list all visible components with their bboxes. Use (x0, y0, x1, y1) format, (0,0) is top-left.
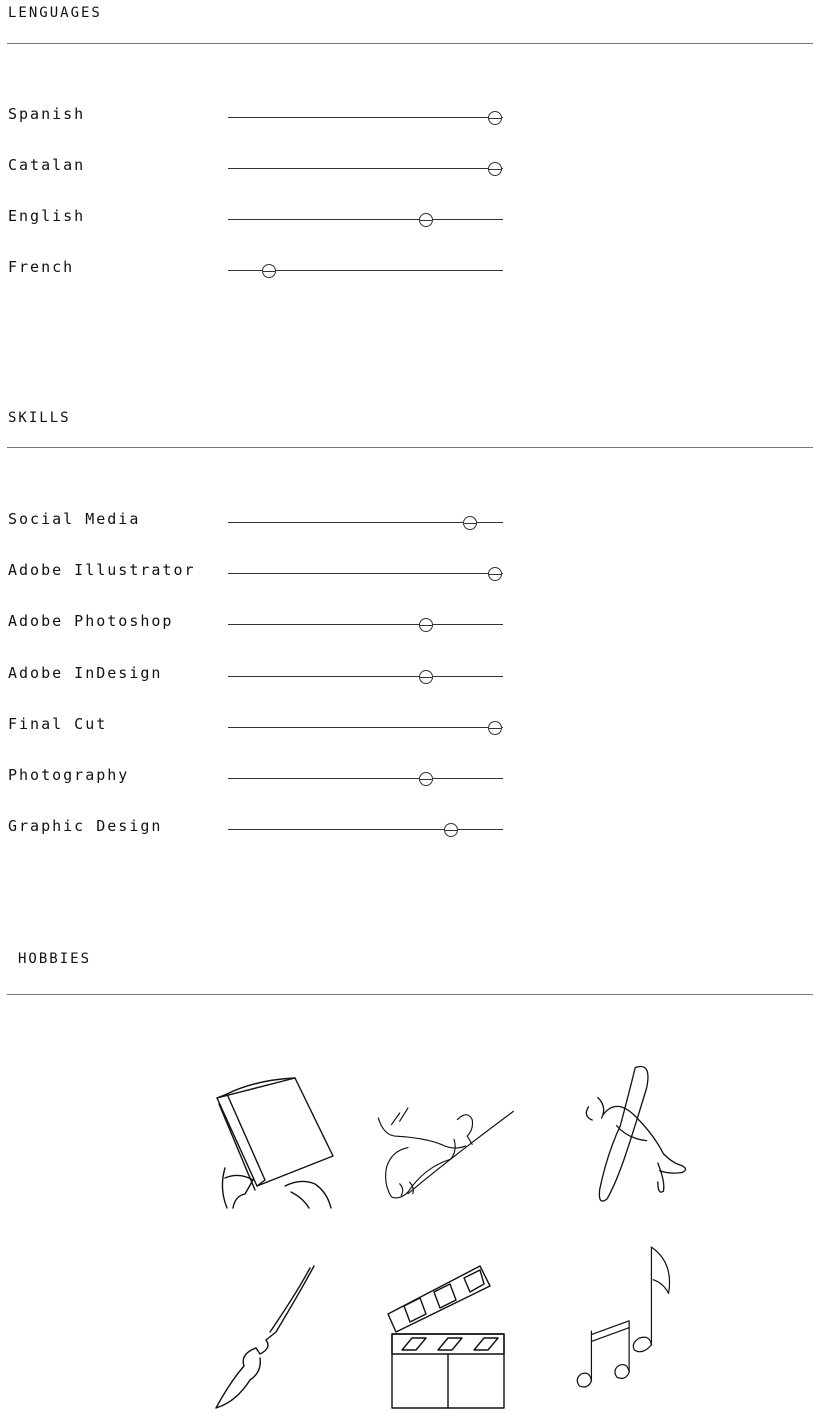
skills-level-slider[interactable] (228, 727, 503, 728)
languages-level-slider[interactable] (228, 270, 503, 271)
skills-label: Social Media (8, 510, 141, 528)
music-notes-icon (560, 1242, 700, 1392)
slider-knob[interactable] (419, 618, 433, 632)
skills-row (0, 612, 820, 642)
slider-knob[interactable] (463, 516, 477, 530)
skills-label: Final Cut (8, 714, 108, 733)
languages-label: Spanish (8, 105, 86, 123)
skills-label: Adobe InDesign (8, 663, 163, 682)
skills-level-slider[interactable] (228, 829, 503, 830)
skills-row (0, 817, 820, 847)
hobbies-title: HOBBIES (18, 951, 92, 967)
languages-level-slider[interactable] (228, 117, 503, 118)
slider-knob[interactable] (488, 111, 502, 125)
skills-row (0, 715, 820, 745)
languages-row (0, 258, 820, 288)
languages-row (0, 156, 820, 186)
slider-knob[interactable] (488, 721, 502, 735)
languages-label: French (8, 258, 75, 276)
skills-label: Adobe Illustrator (8, 561, 196, 580)
skills-row (0, 510, 820, 540)
slider-knob[interactable] (262, 264, 276, 278)
film-clapperboard-icon (375, 1262, 515, 1412)
reading-book-icon (205, 1068, 345, 1218)
skills-level-slider[interactable] (228, 624, 503, 625)
slider-knob[interactable] (488, 567, 502, 581)
skills-row (0, 561, 820, 591)
languages-row (0, 207, 820, 237)
languages-label: English (8, 207, 86, 225)
skills-level-slider[interactable] (228, 676, 503, 677)
languages-level-slider[interactable] (228, 168, 503, 169)
skills-label: Graphic Design (8, 817, 163, 836)
slider-knob[interactable] (444, 823, 458, 837)
languages-divider (7, 43, 813, 44)
skills-level-slider[interactable] (228, 522, 503, 523)
skills-level-slider[interactable] (228, 573, 503, 574)
slider-knob[interactable] (419, 213, 433, 227)
paintbrush-icon (200, 1262, 340, 1412)
languages-title: LENGUAGES (8, 5, 102, 21)
slider-knob[interactable] (419, 772, 433, 786)
skills-label: Photography (8, 766, 130, 784)
slider-knob[interactable] (419, 670, 433, 684)
skills-title: SKILLS (8, 410, 71, 426)
skills-row (0, 664, 820, 694)
diving-icon (375, 1080, 515, 1230)
languages-label: Catalan (8, 156, 86, 174)
skills-divider (7, 447, 813, 448)
languages-level-slider[interactable] (228, 219, 503, 220)
hobbies-divider (7, 994, 813, 995)
skills-level-slider[interactable] (228, 778, 503, 779)
airplane-icon (570, 1060, 710, 1210)
languages-row (0, 105, 820, 135)
slider-knob[interactable] (488, 162, 502, 176)
skills-row (0, 766, 820, 796)
skills-label: Adobe Photoshop (8, 612, 174, 631)
